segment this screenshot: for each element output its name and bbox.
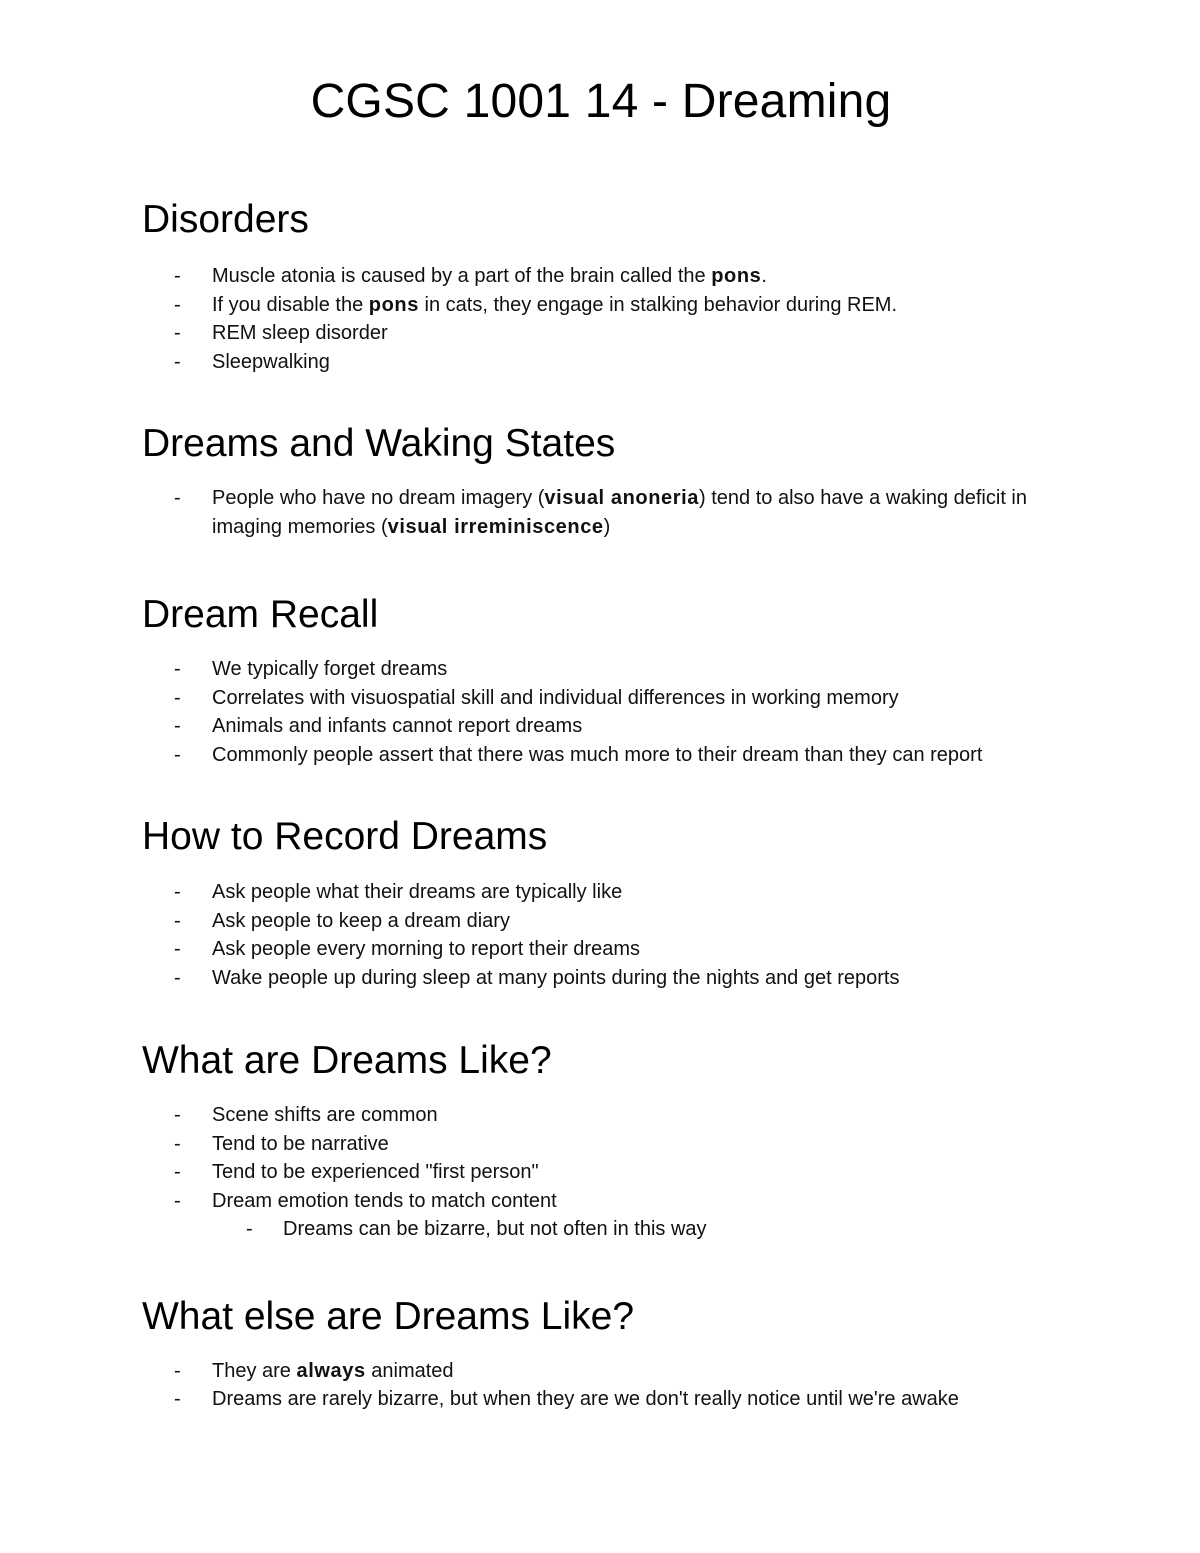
list-item: - Commonly people assert that there was much more to their dream than they can report: [142, 741, 1060, 770]
bullet-dash: -: [174, 265, 181, 287]
list-item: - Tend to be narrative: [142, 1130, 1060, 1159]
bullet-dash: -: [174, 715, 181, 737]
sub-list-item: - Dreams can be bizarre, but not often in this way: [142, 1215, 1060, 1244]
list-item: - Wake people up during sleep at many points during the nights and get reports: [142, 964, 1060, 993]
bullet-dash: -: [174, 909, 181, 932]
section-disorders: [142, 193, 1060, 376]
section-heading: Disorders: [142, 198, 309, 241]
section-what-else-are-dreams-like: [142, 1290, 1060, 1414]
bullet-dash: -: [174, 743, 181, 766]
bullet-list: [142, 262, 1060, 376]
bullet-dash: -: [246, 1218, 253, 1240]
list-item: - Ask people what their dreams are typically like: [142, 878, 1060, 907]
bullet-list: [142, 655, 1060, 769]
bullet-dash: -: [174, 966, 181, 989]
section-what-are-dreams-like: [142, 1034, 1060, 1244]
bullet-list: [142, 484, 1060, 541]
bullet-dash: -: [174, 322, 181, 344]
bold-term: visual anoneria: [544, 487, 700, 509]
list-item: - Correlates with visuospatial skill and individual differences in working memory: [142, 684, 1060, 713]
bullet-dash: -: [174, 1104, 181, 1126]
document-title: CGSC 1001 14 - Dreaming: [310, 75, 892, 128]
list-item: - Dreams are rarely bizarre, but when they are we don't really notice until we're awake: [142, 1385, 1060, 1414]
section-how-to-record-dreams: [142, 810, 1060, 992]
bullet-dash: -: [174, 1189, 181, 1212]
bold-term: pons: [711, 265, 762, 287]
bullet-dash: -: [174, 1388, 181, 1410]
list-item: - Tend to be experienced "first person": [142, 1158, 1060, 1187]
bold-term: visual irreminiscence: [387, 515, 604, 538]
list-item: - Dream emotion tends to match content: [142, 1187, 1060, 1216]
section-dreams-and-waking-states: [142, 417, 1060, 541]
section-dream-recall: [142, 588, 1060, 769]
list-item: - Muscle atonia is caused by a part of the brain called the pons.: [142, 262, 1060, 291]
bold-term: pons: [368, 293, 419, 316]
section-heading: What are Dreams Like?: [142, 1039, 552, 1082]
section-heading: What else are Dreams Like?: [142, 1294, 635, 1338]
list-item: - If you disable the pons in cats, they engage in stalking behavior during REM.: [142, 291, 1060, 320]
list-item: - People who have no dream imagery (visual anoneria) tend to also have a waking deficit in imaging memories (visual irreminiscence): [142, 484, 1060, 541]
list-item: - We typically forget dreams: [142, 655, 1060, 684]
bullet-list: [142, 1101, 1060, 1244]
list-item: - REM sleep disorder: [142, 319, 1060, 348]
bold-term: always: [296, 1359, 366, 1382]
list-item: - Animals and infants cannot report dreams: [142, 712, 1060, 741]
bullet-dash: -: [174, 1359, 181, 1382]
section-heading: Dream Recall: [142, 593, 379, 636]
bullet-dash: -: [174, 686, 181, 709]
bullet-dash: -: [174, 1132, 181, 1155]
section-heading: How to Record Dreams: [142, 815, 548, 858]
bullet-dash: -: [174, 487, 181, 509]
bullet-dash: -: [174, 293, 181, 316]
list-item: - Ask people every morning to report their dreams: [142, 935, 1060, 964]
bullet-dash: -: [174, 1161, 181, 1183]
list-item: - They are always animated: [142, 1357, 1060, 1386]
bullet-dash: -: [174, 658, 181, 680]
bullet-list: [142, 878, 1060, 992]
bullet-list: [142, 1357, 1060, 1414]
list-item: - Ask people to keep a dream diary: [142, 907, 1060, 936]
bullet-dash: -: [174, 881, 181, 903]
list-item: - Sleepwalking: [142, 348, 1060, 377]
list-item: - Scene shifts are common: [142, 1101, 1060, 1130]
bullet-dash: -: [174, 938, 181, 960]
bullet-dash: -: [174, 350, 181, 373]
section-heading: Dreams and Waking States: [142, 422, 616, 465]
